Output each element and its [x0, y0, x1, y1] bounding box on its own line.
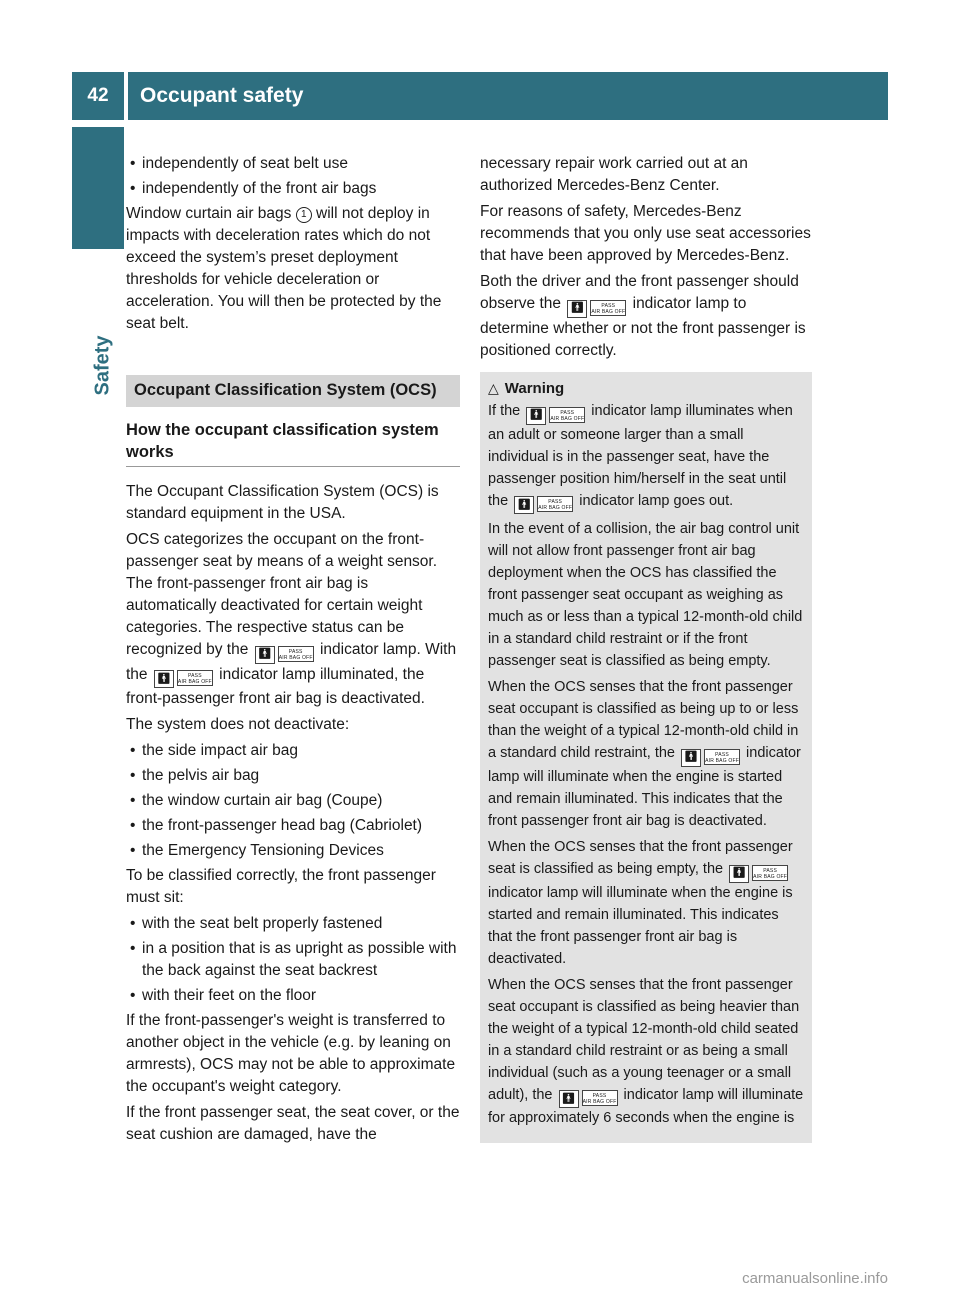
right-column [480, 153, 812, 1143]
seat-occupant-icon: 🚹︎ [255, 646, 275, 664]
seat-occupant-icon: 🚹︎ [526, 407, 546, 425]
seat-occupant-icon: 🚹︎ [154, 670, 174, 688]
list-item: • independently of seat belt use [130, 155, 348, 172]
indicator-lamp-icon [729, 865, 788, 883]
pass-air-bag-off-icon: PASS AIR BAG OFF [549, 407, 585, 423]
seat-occupant-icon: 🚹︎ [514, 496, 534, 514]
warning-paragraph: When the OCS senses that the front passenger seat occupant is classified as being heavier than the weight of a typical 12-month-old child seated in a standard child restraint or as being a small individual (such as a young teenager or a small adult), the 🚹︎ PASS AIR BAG OFF indicator lamp will illuminate for approximately 6 seconds when the engine is [488, 977, 804, 1127]
pass-air-bag-off-icon: PASS AIR BAG OFF [278, 646, 314, 662]
paragraph: OCS categorizes the occupant on the front-passenger seat by means of a weight sensor. The front-passenger front air bag is automatically deactivated for certain weight categories. The respective status can be recognized by the 🚹︎ PASS AIR BAG OFF indicator lamp. With the 🚹︎ PASS AIR BAG OFF indicator lamp illuminated, the front-passenger front air bag is deactivated. [126, 531, 457, 707]
list-item: • independently of the front air bags [130, 180, 377, 197]
paragraph: Both the driver and the front passenger should observe the 🚹︎ PASS AIR BAG OFF indicator lamp to determine whether or not the front passenger is positioned correctly. [480, 273, 806, 359]
seat-occupant-icon: 🚹︎ [729, 865, 749, 883]
section-title: Occupant Classification System (OCS) [126, 375, 460, 407]
warning-triangle-icon: △ [488, 379, 499, 396]
page-header-title: Occupant safety [128, 72, 888, 120]
indicator-lamp-icon [567, 300, 626, 318]
page-number: 42 [72, 72, 124, 120]
side-section-label: Safety [91, 334, 114, 396]
list-item: • the pelvis air bag [130, 767, 260, 784]
paragraph: To be classified correctly, the front passenger must sit: [126, 867, 436, 906]
paragraph: If the front passenger seat, the seat cover, or the seat cushion are damaged, have the [126, 1104, 460, 1143]
footer-watermark: carmanualsonline.info [742, 1270, 888, 1287]
paragraph: The system does not deactivate: [126, 716, 350, 733]
callout-marker: 1 [296, 207, 312, 223]
indicator-lamp-icon [514, 496, 573, 514]
indicator-lamp-icon [154, 670, 213, 688]
seat-occupant-icon: 🚹︎ [559, 1090, 579, 1108]
seat-occupant-icon: 🚹︎ [567, 300, 587, 318]
pass-air-bag-off-icon: PASS AIR BAG OFF [704, 749, 740, 765]
list-item: • in a position that is as upright as possible with the back against the seat backrest [130, 940, 457, 979]
warning-paragraph: In the event of a collision, the air bag control unit will not allow front passenger front air bag deployment when the OCS has classified the front passenger seat occupant as weighing as much as or less than a typical 12-month-old child in a standard child restraint or if the front passenger seat is classified as being empty. [488, 521, 803, 669]
left-column [126, 153, 460, 1150]
paragraph: Window curtain air bags 1 will not deploy in impacts with deceleration rates which do not exceed the system’s preset deployment thresholds for vehicle deceleration or acceleration. You will then be protected by the seat belt. [126, 205, 442, 332]
list-item: • with the seat belt properly fastened [130, 915, 383, 932]
warning-paragraph: If the 🚹︎ PASS AIR BAG OFF indicator lamp illuminates when an adult or someone larger than a small individual is in the passenger seat, have the passenger position him/herself in the seat until the 🚹︎ PASS AIR BAG OFF indicator lamp goes out. [488, 401, 804, 514]
warning-heading: △ Warning [488, 378, 804, 400]
indicator-lamp-icon [526, 407, 585, 425]
seat-occupant-icon: 🚹︎ [681, 749, 701, 767]
indicator-lamp-icon [681, 749, 740, 767]
indicator-lamp-icon [255, 646, 314, 664]
list-item: • the front-passenger head bag (Cabriolet) [130, 817, 423, 834]
side-tab-block [72, 127, 124, 249]
pass-air-bag-off-icon: PASS AIR BAG OFF [582, 1090, 618, 1106]
subheading: How the occupant classification system works [126, 419, 460, 467]
warning-paragraph: When the OCS senses that the front passenger seat is classified as being empty, the 🚹︎ PASS AIR BAG OFF indicator lamp will illuminate when the engine is started and remain illuminated. This indicates that the front passenger front air bag is deactivated. [488, 839, 793, 967]
indicator-lamp-icon [559, 1090, 618, 1108]
pass-air-bag-off-icon: PASS AIR BAG OFF [537, 496, 573, 512]
list-item: • the Emergency Tensioning Devices [130, 842, 384, 859]
paragraph: The Occupant Classification System (OCS) is standard equipment in the USA. [126, 483, 439, 522]
warning-paragraph: When the OCS senses that the front passenger seat occupant is classified as being up to or less than the weight of a typical 12-month-old child in a standard child restraint, the 🚹︎ PASS AIR BAG OFF indicator lamp will illuminate when the engine is started and remain illuminated. This indicates that the front passenger front air bag is deactivated. [488, 679, 801, 829]
pass-air-bag-off-icon: PASS AIR BAG OFF [752, 865, 788, 881]
paragraph: For reasons of safety, Mercedes-Benz recommends that you only use seat accessories that have been approved by Mercedes-Benz. [480, 203, 811, 264]
paragraph: necessary repair work carried out at an authorized Mercedes-Benz Center. [480, 155, 748, 194]
pass-air-bag-off-icon: PASS AIR BAG OFF [590, 300, 626, 316]
pass-air-bag-off-icon: PASS AIR BAG OFF [177, 670, 213, 686]
list-item: • with their feet on the floor [130, 987, 317, 1004]
warning-box [480, 372, 812, 1144]
list-item: • the window curtain air bag (Coupe) [130, 792, 383, 809]
list-item: • the side impact air bag [130, 742, 298, 759]
paragraph: If the front-passenger's weight is transferred to another object in the vehicle (e.g. by leaning on armrests), OCS may not be able to approximate the occupant's weight category. [126, 1012, 456, 1095]
